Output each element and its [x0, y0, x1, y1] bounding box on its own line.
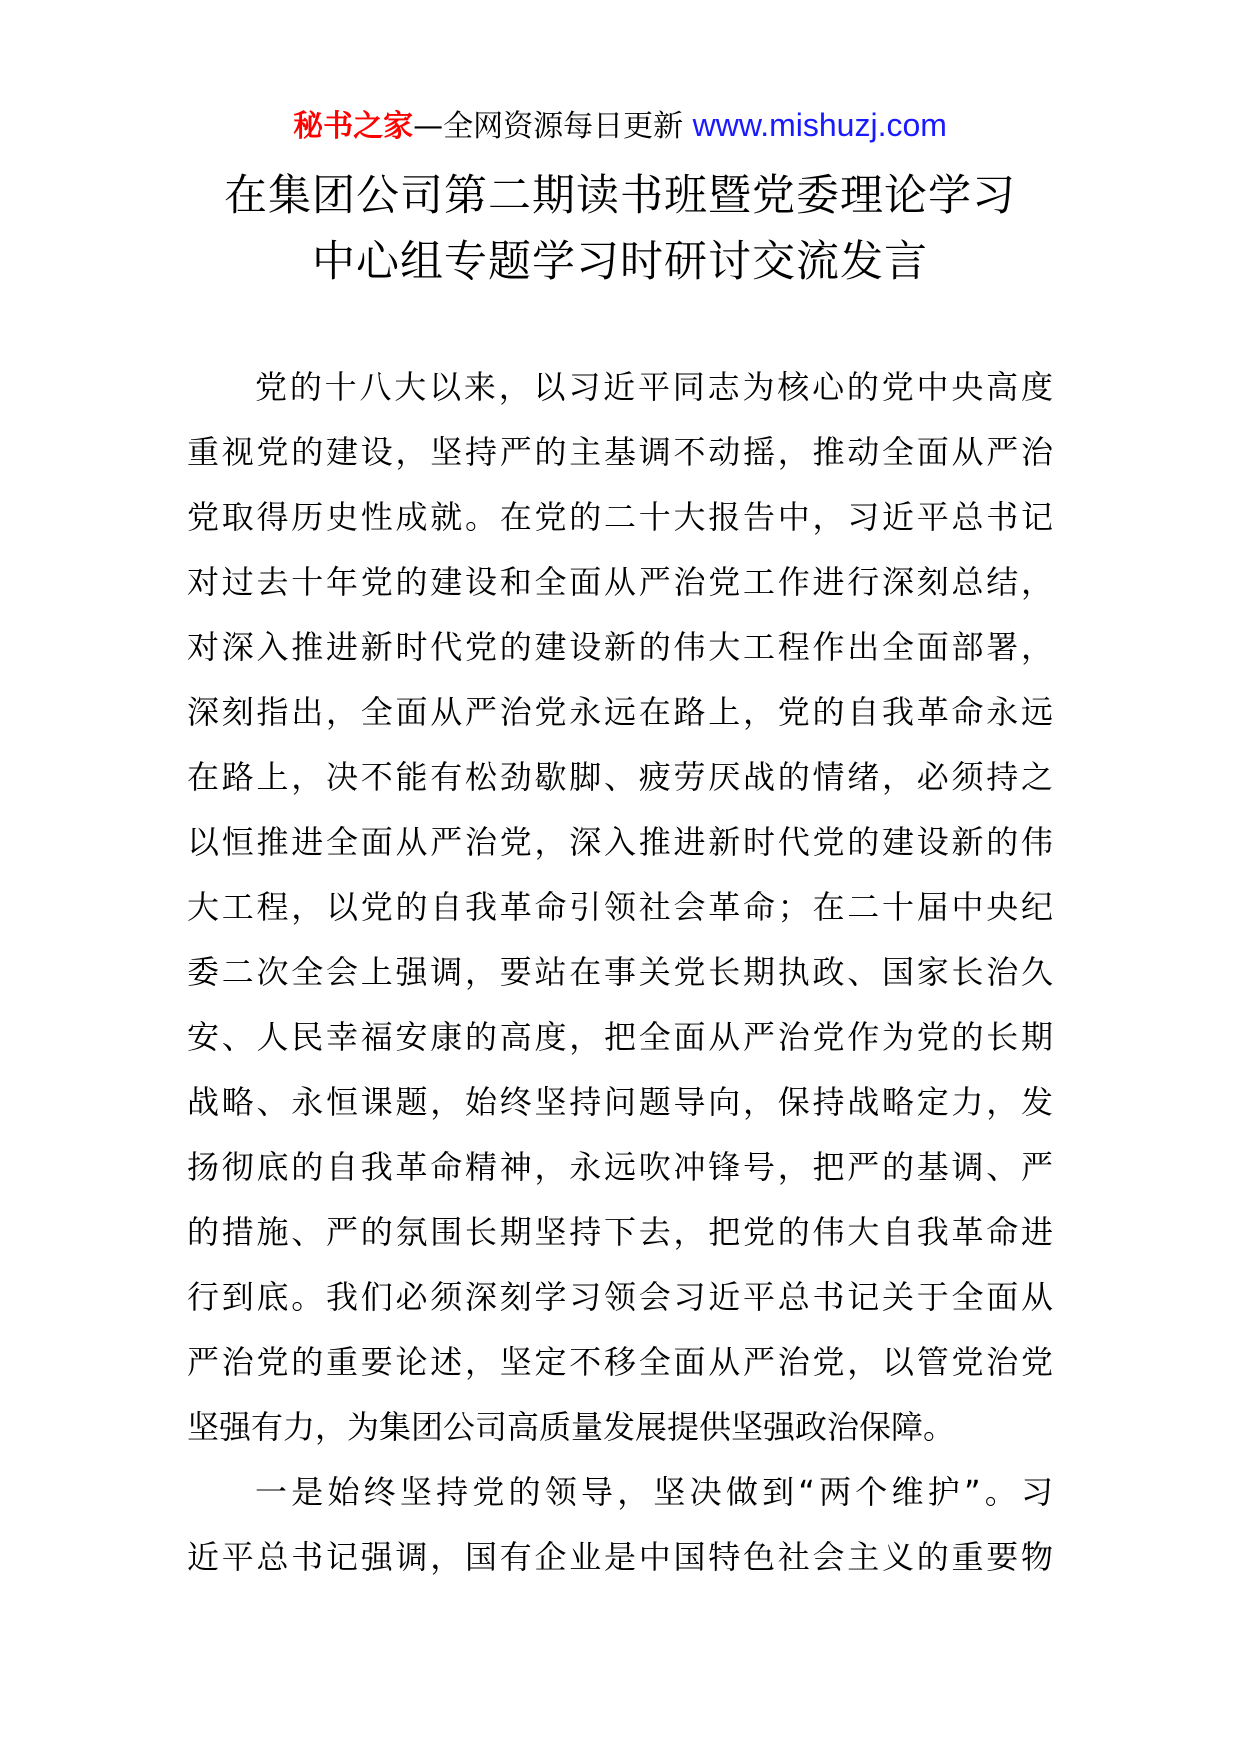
body-line: 委二次全会上强调，要站在事关党长期执政、国家长治久	[187, 953, 1053, 991]
site-url-link[interactable]: www.mishuzj.com	[692, 107, 947, 143]
body-line: 行到底。我们必须深刻学习领会习近平总书记关于全面从	[187, 1278, 1053, 1316]
body-line: 安、人民幸福安康的高度，把全面从严治党作为党的长期	[187, 1018, 1053, 1056]
body-line: 党取得历史性成就。在党的二十大报告中，习近平总书记	[187, 498, 1053, 536]
body-line: 的措施、严的氛围长期坚持下去，把党的伟大自我革命进	[187, 1213, 1053, 1251]
document-title	[0, 163, 1240, 295]
body-line: 近平总书记强调，国有企业是中国特色社会主义的重要物	[187, 1538, 1053, 1576]
body-line: 对深入推进新时代党的建设新的伟大工程作出全面部署，	[187, 628, 1053, 666]
body-line: 坚强有力，为集团公司高质量发展提供坚强政治保障。	[187, 1408, 956, 1446]
body-line: 深刻指出，全面从严治党永远在路上，党的自我革命永远	[187, 693, 1053, 731]
body-line: 党的十八大以来，以习近平同志为核心的党中央高度	[255, 368, 1053, 406]
document-body	[187, 355, 1053, 1590]
brand-name: 秘书之家	[293, 109, 414, 144]
body-line: 大工程，以党的自我革命引领社会革命；在二十届中央纪	[187, 888, 1053, 926]
body-line: 以恒推进全面从严治党，深入推进新时代党的建设新的伟	[187, 823, 1053, 861]
body-line: 严治党的重要论述，坚定不移全面从严治党，以管党治党	[187, 1343, 1053, 1381]
body-line: 对过去十年党的建设和全面从严治党工作进行深刻总结，	[187, 563, 1053, 601]
site-header	[0, 103, 1240, 149]
body-line: 战略、永恒课题，始终坚持问题导向，保持战略定力，发	[187, 1083, 1053, 1121]
body-line: 扬彻底的自我革命精神，永远吹冲锋号，把严的基调、严	[187, 1148, 1053, 1186]
body-line: 重视党的建设，坚持严的主基调不动摇，推动全面从严治	[187, 433, 1053, 471]
title-line-1: 在集团公司第二期读书班暨党委理论学习	[224, 171, 1016, 221]
body-line: 一是始终坚持党的领导，坚决做到“两个维护”。习	[255, 1473, 1053, 1511]
body-line: 在路上，决不能有松劲歇脚、疲劳厌战的情绪，必须持之	[187, 758, 1053, 796]
title-line-2: 中心组专题学习时研讨交流发言	[312, 237, 928, 287]
header-tagline: —全网资源每日更新	[413, 109, 684, 144]
